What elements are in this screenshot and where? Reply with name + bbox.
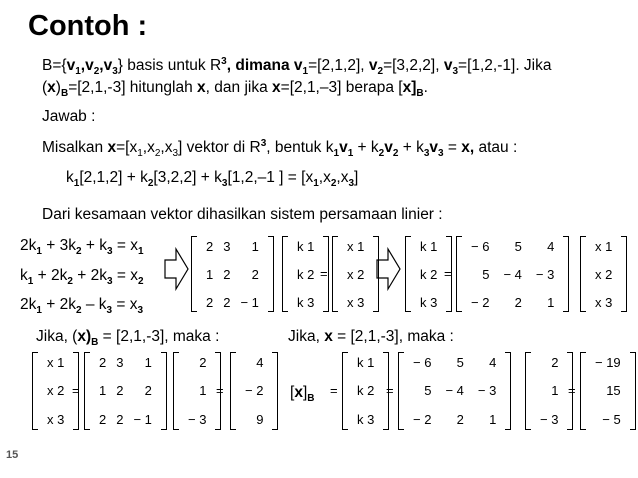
arrow-right-icon bbox=[164, 246, 190, 292]
vector-k: k 1 k 2 k 3 bbox=[282, 236, 329, 312]
vector-b-bottom: 2 1 − 3 bbox=[173, 352, 221, 430]
result-vector-1: 4 − 2 9 bbox=[230, 352, 278, 430]
jika-1-label: Jika, $(x)_B = [2,1,-3]$, maka : bbox=[36, 328, 220, 349]
equals-sign: = bbox=[568, 383, 576, 398]
equation-1: $2k_1 + 3k_2 + k_3 = x_1$ bbox=[20, 237, 144, 258]
matrix-a-inverse: − 6 5 4 5 − 4 − 3 − 2 2 1 bbox=[456, 236, 569, 312]
equals-sign: = bbox=[216, 383, 224, 398]
jika-2-label: Jika, x = [2,1,-3], maka : bbox=[288, 328, 454, 345]
slide-number: 15 bbox=[6, 449, 19, 461]
jawab-label: Jawab : bbox=[42, 108, 96, 125]
equals-sign: = bbox=[72, 383, 80, 398]
dari-kesamaan-line: Dari kesamaan vektor dihasilkan sistem persamaan linier : bbox=[42, 206, 443, 223]
problem-line-2: $(x)_B=[2,1,-3]$ hitunglah x, dan jika x=[2,1,–3] berapa $[x]_B$. bbox=[42, 79, 428, 100]
equals-sign: = bbox=[330, 383, 338, 398]
misalkan-line: Misalkan $x=[x_1,x_2,x_3]$ vektor di $R^3$, bentuk $k_1v_1 + k_2v_2 + k_3v_3 = x$, atau : bbox=[42, 137, 518, 160]
equation-3: $2k_1 + 2k_2 - k_3 = x_3$ bbox=[20, 296, 144, 317]
equation-2: $k_1 + 2k_2 + 2k_3 = x_2$ bbox=[20, 267, 144, 288]
linear-combination-line: $k_1[2,1,2] + k_2[3,2,2] + k_3[1,2,-1$ ] = $[x_1,x_2,x_3]$ bbox=[66, 169, 359, 190]
result-vector-2: − 19 15 − 5 bbox=[580, 352, 636, 430]
arrow-right-icon bbox=[376, 246, 402, 292]
matrix-a: 2 3 1 1 2 2 2 2 − 1 bbox=[191, 236, 274, 312]
matrix-a-inverse-bottom: − 6 5 4 5 − 4 − 3 − 2 2 1 bbox=[398, 352, 511, 430]
vector-x-solution: x 1 x 2 x 3 bbox=[580, 236, 627, 312]
equals-sign: = bbox=[386, 383, 394, 398]
vector-k-bottom: k 1 k 2 k 3 bbox=[342, 352, 389, 430]
equals-sign: = bbox=[320, 266, 328, 281]
vector-k-solution: k 1 k 2 k 3 bbox=[405, 236, 452, 312]
slide-title: Contoh : bbox=[28, 10, 148, 42]
problem-line-1: $B=\{v_1,v_2,v_3\}$ basis untuk $R^3$, dimana $v_1=[2,1,2]$, $v_2=[3,2,2]$, $v_3=[1,2,-1]$. Jika bbox=[42, 55, 552, 78]
vector-x: x 1 x 2 x 3 bbox=[332, 236, 379, 312]
vector-x-bottom: x 1 x 2 x 3 bbox=[32, 352, 79, 430]
vector-b-bottom-right: 2 1 − 3 bbox=[525, 352, 573, 430]
x-b-label: $[x]_B$ bbox=[290, 384, 315, 405]
equals-sign: = bbox=[444, 266, 452, 281]
matrix-a-bottom: 2 3 1 1 2 2 2 2 − 1 bbox=[84, 352, 167, 430]
